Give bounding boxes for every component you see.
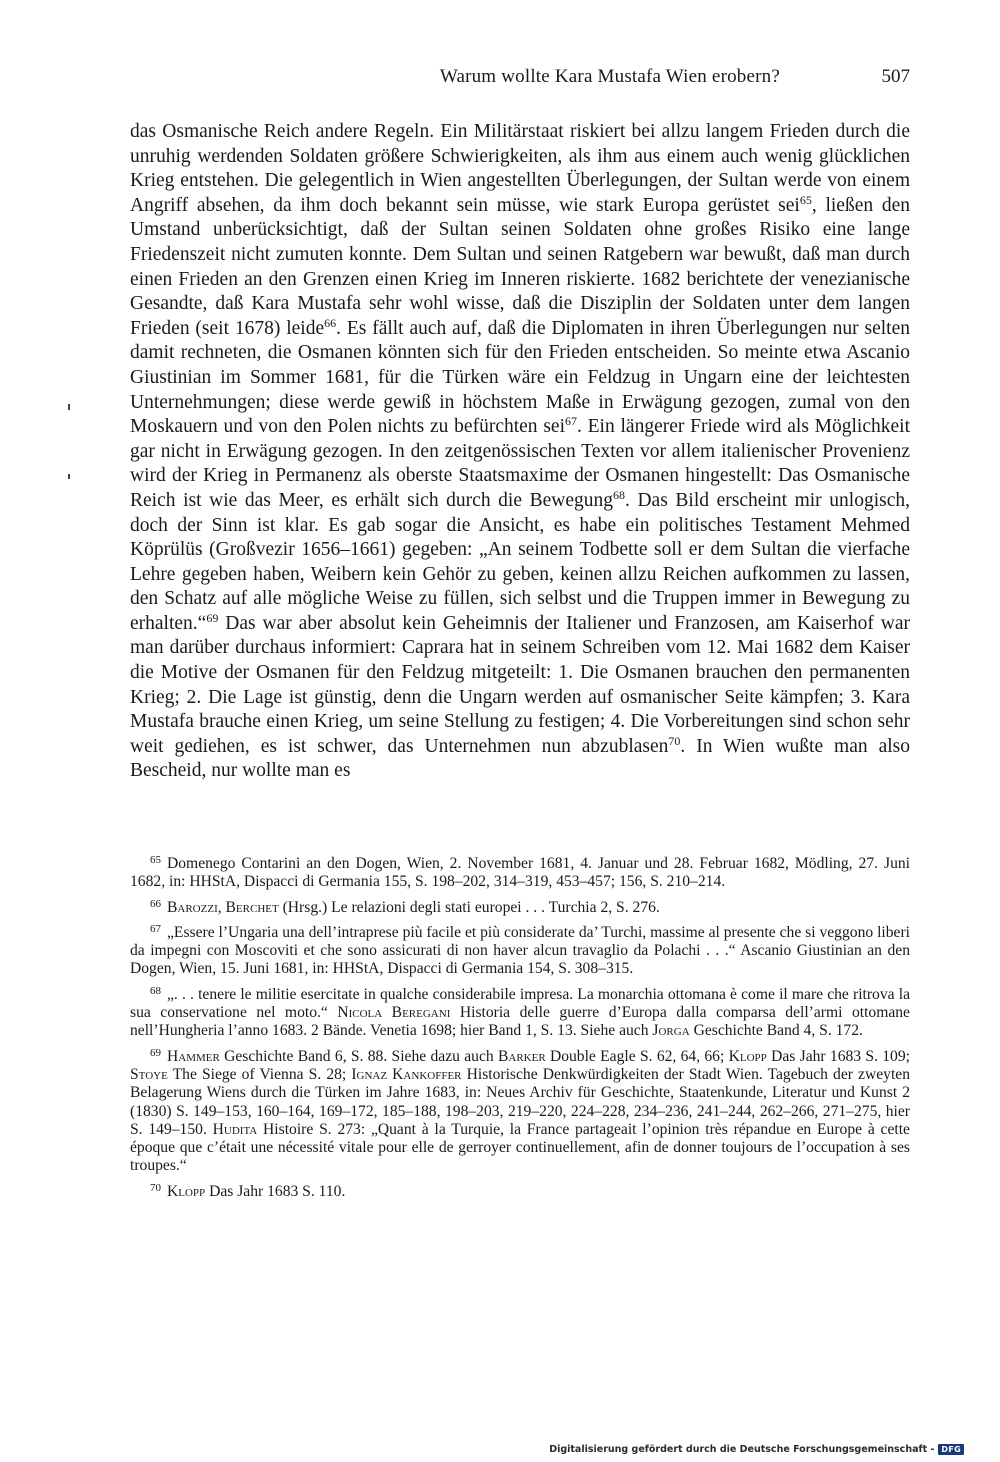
footnote-number: 67 — [150, 922, 161, 935]
footnote-text: The Siege of Vienna S. 28; — [167, 1065, 352, 1083]
footnote-reference[interactable]: 68 — [613, 487, 625, 502]
footnote-number: 65 — [150, 854, 161, 866]
footnote-text: Double Eagle S. 62, 64, 66; — [545, 1047, 729, 1065]
footnotes-section — [130, 851, 910, 1201]
footnote-text: Geschichte Band 6, S. 88. Siehe dazu auch — [219, 1047, 498, 1065]
footnote-69 — [130, 1044, 910, 1176]
author-name: Barker — [497, 1047, 546, 1065]
author-name: Barozzi, Berchet — [167, 898, 279, 916]
footnote-text: Das Jahr 1683 S. 110. — [205, 1182, 346, 1200]
body-paragraph: das Osmanische Reich andere Regeln. Ein Militärstaat riskiert bei allzu langem Frieden durch die unruhig werdenden Soldaten größere Schwierigkeiten, als ihm aus einem auch wenig glücklichen Krieg entstehen. Die gelegentlich in Wien angestellten Überlegungen, der Sultan werde von einem Angriff absehen, da ihm doch bekannt sein müsse, wie stark Europa gerüstet sei$^{65}$, ließen den Umstand unberücksichtigt, daß der Sultan seinen Soldaten ohne großes Risiko eine lange Friedenszeit nicht zumuten konnte. Dem Sultan und seinen Ratgebern war bewußt, daß man durch einen Frieden an den Grenzen einen Krieg im Inneren riskierte. 1682 berichtete der venezianische Gesandte, daß Kara Mustafa sehr wohl wisse, daß die Disziplin der Soldaten unter dem langen Frieden (seit 1678) leide$^{66}$. Es fällt auch auf, daß die Diplomaten in ihren Überlegungen nur selten damit rechneten, die Osmanen könnten sich für den Frieden entscheiden. So meinte etwa Ascanio Giustinian im Sommer 1681, für die Türken wäre ein Feldzug in Ungarn eine der leichtesten Unternehmungen; diese werde gewiß in höchstem Maße in Erwägung gezogen, zumal von den Moskauern und von den Polen nichts zu befürchten sei$^{67}$. Ein längerer Friede wird als Möglichkeit gar nicht in Erwägung gezogen. In den zeitgenössischen Texten vor allem italienischer Provenienz wird der Krieg in Permanenz als oberste Staatsmaxime der Osmanen hingestellt: Das Osmanische Reich ist wie das Meer, es erhält sich durch die Bewegung$^{68}$. Das Bild erscheint mir unlogisch, doch der Sinn ist klar. Es gab sogar die Ansicht, es habe ein politisches Testament Mehmed Köprülüs (Großvezir 1656–1661) gegeben: „An seinem Todbette soll er dem Sultan die vierfache Lehre gegeben haben, Weibern kein Gehör zu geben, keinen allzu Reichen aufkommen zu lassen, den Schatz auf alle mögliche Weise zu füllen, sich selbst und die Truppen immer in Bewegung zu erhalten.“$^{69}$ Das war aber absolut kein Geheimnis der Italiener und Franzosen, am Kaiserhof war man darüber durchaus informiert: Caprara hat in seinem Schreiben vom 12. Mai 1682 dem Kaiser die Motive der Osmanen für den Feldzug mitgeteilt: 1. Die Osmanen brauchen den permanenten Krieg; 2. Die Lage ist günstig, denn die Ungarn werden auf osmanischer Seite kämpfen; 3. Kara Mustafa brauche einen Krieg, um seine Stellung zu festigen; 4. Die Vorbereitungen sind schon sehr weit gediehen, es ist schwer, das Unternehmen nun abzublasen$^{70}$. In Wien wußte man also Bescheid, nur wollte man es — [130, 121, 910, 782]
running-title: Warum wollte Kara Mustafa Wien erobern? — [439, 66, 780, 87]
footnote-reference[interactable]: 67 — [565, 414, 577, 429]
footnote-reference[interactable]: 65 — [799, 192, 812, 207]
dfg-logo: DFG — [938, 1444, 964, 1455]
footnote-text: Domenego Contarini an den Dogen, Wien, 2. November 1681, 4. Januar und 28. Februar 1682, Mödling, 27. Juni 1682, in: HHStA, Dispacci di Germania 155, S. 198–202, 314–319, 453–457; 156, S. 210–214. — [130, 855, 910, 891]
credit-text: Digitalisierung gefördert durch die Deutsche Forschungsgemeinschaft - — [549, 1444, 935, 1455]
author-name: Stoye — [130, 1065, 168, 1083]
footnote-text: Das Jahr 1683 S. 109; — [766, 1047, 910, 1065]
footnote-text: „. . . tenere le militie esercitate in qualche considerabile impresa. La monarchia ottomana è come il mare che ritrova la sua conservatione nel moto.“ — [130, 985, 910, 1022]
footnote-text: Historia delle guerre d’Europa dalla comparsa dell’armi ottomane nell’Hungheria l’anno 1683. 2 Bände. Venetia 1698; hier Band 1, S. 13. Siehe auch — [130, 1004, 910, 1040]
author-name: Hammer — [167, 1047, 220, 1065]
footnote-number: 69 — [150, 1046, 161, 1059]
author-name: Klopp — [728, 1047, 767, 1065]
scan-speck — [68, 474, 70, 479]
footnote-68 — [130, 982, 910, 1041]
footnote-text: Geschichte Band 4, S. 172. — [689, 1022, 863, 1040]
footnote-reference[interactable]: 69 — [206, 610, 219, 625]
author-name: Ignaz Kankoffer — [351, 1065, 462, 1083]
author-name: Hudita — [212, 1120, 258, 1138]
footnote-70 — [130, 1179, 910, 1201]
digitization-credit — [549, 1444, 964, 1455]
footnote-number: 66 — [150, 897, 161, 910]
author-name: Nicola Beregani — [337, 1004, 451, 1022]
footnote-number: 70 — [150, 1181, 161, 1194]
footnote-65 — [130, 851, 910, 892]
page-number: 507 — [881, 66, 910, 87]
footnote-text: Histoire S. 273: „Quant à la Turquie, la France partageait l’opinion très répandue en Europe à cette époque que c’était une nécessité vitale pour elle de gerroyer continuellement, afin de donner toujours de l’occupation à ses troupes.“ — [130, 1120, 910, 1175]
footnote-67 — [130, 920, 910, 979]
author-name: Jorga — [652, 1022, 690, 1040]
footnote-text: Historische Denkwürdigkeiten der Stadt Wien. Tagebuch der zweyten Belagerung Wiens durch die Türken im Jahre 1683, in: Neues Archiv für Geschichte, Staatenkunde, Literatur und Kunst 2 (1830) S. 149–153, 160–164, 169–172, 185–188, 198–203, 219–220, 224–228, 234–236, 241–244, 262–266, 271–275, hier S. 149–150. — [130, 1065, 910, 1138]
footnote-66 — [130, 895, 910, 917]
scan-speck — [68, 404, 70, 410]
footnote-text: (Hrsg.) Le relazioni degli stati europei . . . Turchia 2, S. 276. — [278, 898, 660, 916]
author-name: Klopp — [167, 1182, 206, 1200]
footnote-number: 68 — [150, 984, 161, 997]
main-text — [130, 120, 910, 784]
footnote-reference[interactable]: 66 — [324, 315, 337, 330]
footnote-reference[interactable]: 70 — [668, 733, 681, 748]
footnote-text: „Essere l’Ungaria una dell’intraprese più facile et più considerate da’ Turchi, massime al presente che si veggono liberi da impegni con Moscoviti et che sono assicurati di non haver alcun travaglio da Polachi . . .“ Ascanio Giustinian an den Dogen, Wien, 15. Juni 1681, in: HHStA, Dispacci di Germania 154, S. 308–315. — [130, 923, 910, 978]
